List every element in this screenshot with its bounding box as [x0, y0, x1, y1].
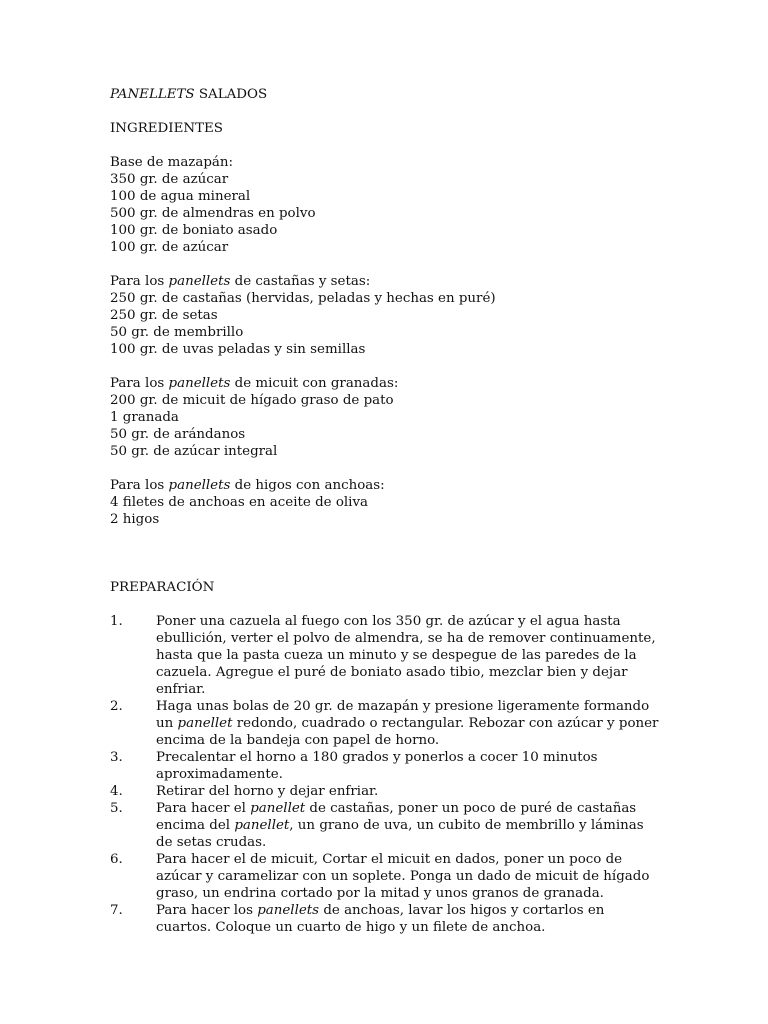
step-text [156, 613, 662, 698]
step-number: 7. [110, 903, 123, 918]
step-item [110, 749, 670, 783]
higos-heading-pre: Para los [110, 478, 169, 493]
ingredient-line: 50 gr. de azúcar integral [110, 444, 278, 459]
recipe-title-italic: PANELLETS [110, 87, 195, 102]
ingredient-line: 500 gr. de almendras en polvo [110, 206, 316, 221]
castanas-heading-italic: panellets [168, 274, 231, 289]
preparation-heading: PREPARACIÓN [110, 580, 215, 595]
step-text-part: de anchoas, lavar los higos y cortarlos en cuartos. Coloque un cuarto de higo y un filete de anchoa. [156, 903, 605, 935]
ingredient-line: 100 gr. de boniato asado [110, 223, 278, 238]
step-item [110, 851, 670, 902]
recipe-title-rest: SALADOS [194, 87, 268, 102]
step-number: 2. [110, 699, 123, 714]
higos-heading [110, 477, 670, 494]
step-text-italic: panellets [257, 903, 320, 918]
step-text [156, 749, 662, 783]
ingredient-line: 4 filetes de anchoas en aceite de oliva [110, 495, 368, 510]
micuit-heading-pre: Para los [110, 376, 169, 391]
step-text [156, 851, 662, 902]
ingredient-line: 1 granada [110, 410, 179, 425]
step-number: 5. [110, 801, 123, 816]
micuit-heading-post: de micuit con granadas: [230, 376, 399, 391]
recipe-title [110, 86, 670, 103]
micuit-heading [110, 375, 670, 392]
ingredient-line: 2 higos [110, 512, 160, 527]
step-item [110, 783, 670, 800]
micuit-heading-italic: panellets [168, 376, 231, 391]
step-text-part: Precalentar el horno a 180 grados y ponerlos a cocer 10 minutos aproximadamente. [156, 750, 598, 782]
step-text-part: Haga unas bolas de 20 gr. de mazapán y presione ligeramente formando un [156, 699, 650, 731]
step-text-part: de castañas, poner un poco de puré de castañas encima del [156, 801, 637, 833]
step-text-part: Poner una cazuela al fuego con los 350 gr. de azúcar y el agua hasta ebullición, verter el polvo de almendra, se ha de remover continuamente, hasta que la pasta cueza un minuto y se despegue de las paredes de la cazuela. Agregue el puré de boniato asado tibio, mezclar bien y dejar enfriar. [156, 614, 656, 697]
castanas-heading [110, 273, 670, 290]
ingredient-line: 100 gr. de azúcar [110, 240, 229, 255]
ingredient-line: 100 de agua mineral [110, 189, 251, 204]
preparation-steps [110, 613, 670, 936]
step-text-part: Para hacer el [156, 801, 251, 816]
step-text-italic: panellet [177, 716, 233, 731]
castanas-group [110, 273, 670, 358]
step-item [110, 800, 670, 851]
ingredient-line: 200 gr. de micuit de hígado graso de pato [110, 393, 394, 408]
step-text [156, 800, 662, 851]
micuit-group [110, 375, 670, 460]
base-heading: Base de mazapán: [110, 155, 234, 170]
step-item [110, 698, 670, 749]
ingredient-line: 250 gr. de setas [110, 308, 218, 323]
step-text-part: , un grano de uva, un cubito de membrillo y láminas de setas crudas. [156, 818, 644, 850]
higos-group [110, 477, 670, 528]
ingredient-line: 50 gr. de arándanos [110, 427, 246, 442]
ingredient-line: 100 gr. de uvas peladas y sin semillas [110, 342, 366, 357]
higos-heading-italic: panellets [168, 478, 231, 493]
castanas-heading-pre: Para los [110, 274, 169, 289]
step-item [110, 613, 670, 698]
step-text-italic: panellet [234, 818, 290, 833]
step-number: 6. [110, 852, 123, 867]
step-number: 1. [110, 614, 123, 629]
step-text [156, 783, 662, 800]
step-text-part: Para hacer los [156, 903, 258, 918]
ingredient-line: 50 gr. de membrillo [110, 325, 244, 340]
ingredients-heading: INGREDIENTES [110, 121, 223, 136]
recipe-document [110, 86, 670, 936]
ingredient-line: 250 gr. de castañas (hervidas, peladas y hechas en puré) [110, 291, 496, 306]
step-text-part: Para hacer el de micuit, Cortar el micuit en dados, poner un poco de azúcar y caramelizar con un soplete. Ponga un dado de micuit de hígado graso, un endrina cortado por la mitad y unos granos de granada. [156, 852, 650, 901]
step-text-italic: panellet [250, 801, 306, 816]
ingredient-line: 350 gr. de azúcar [110, 172, 229, 187]
step-text [156, 902, 662, 936]
base-group [110, 154, 670, 256]
step-item [110, 902, 670, 936]
step-text [156, 698, 662, 749]
step-number: 4. [110, 784, 123, 799]
step-text-part: redondo, cuadrado o rectangular. Rebozar con azúcar y poner encima de la bandeja con papel de horno. [156, 716, 659, 748]
higos-heading-post: de higos con anchoas: [230, 478, 385, 493]
step-number: 3. [110, 750, 123, 765]
castanas-heading-post: de castañas y setas: [230, 274, 371, 289]
step-text-part: Retirar del horno y dejar enfriar. [156, 784, 379, 799]
